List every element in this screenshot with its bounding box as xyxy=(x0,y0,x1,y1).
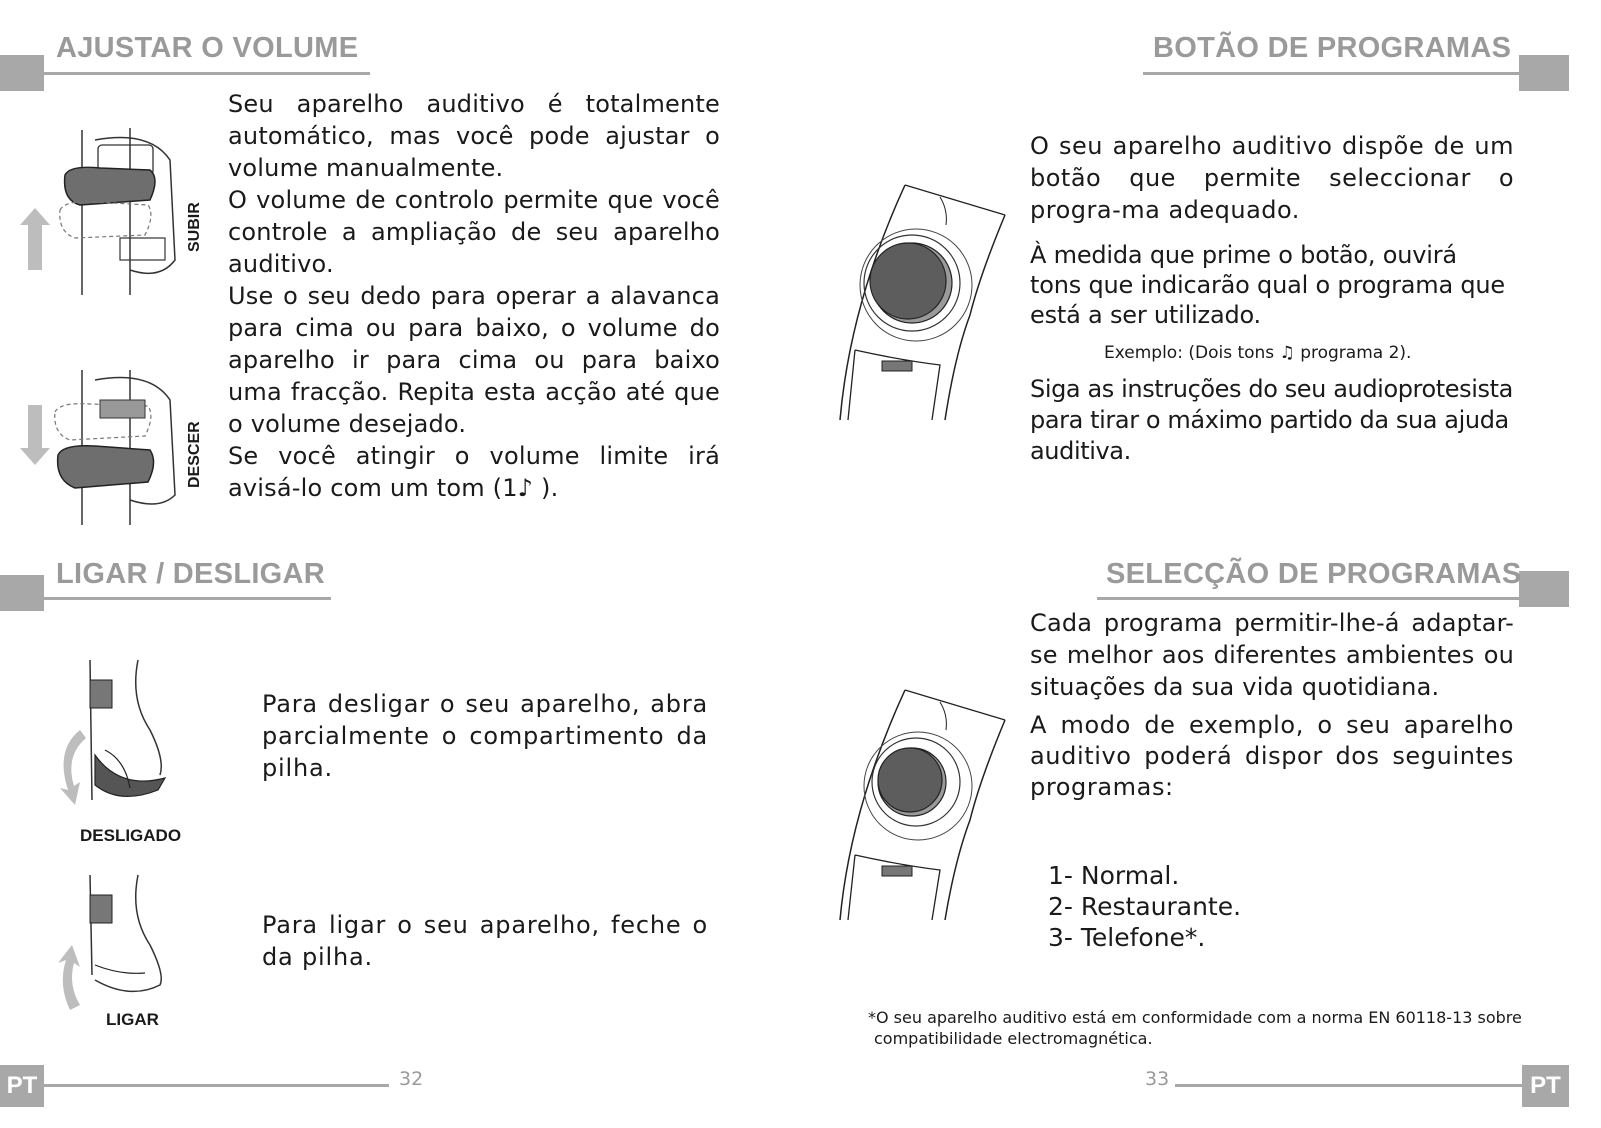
label-descer: DESCER xyxy=(186,421,203,488)
section-title-button: BOTÃO DE PROGRAMAS xyxy=(1153,32,1512,64)
list-item: 3- Telefone*. xyxy=(1048,923,1206,952)
arrow-down-icon xyxy=(20,405,50,465)
volume-down-illustration xyxy=(20,370,190,530)
program-list xyxy=(1048,860,1241,953)
label-desligado: DESLIGADO xyxy=(80,826,182,845)
power-off-text: Para desligar o seu aparelho, abra parcialmente o compartimento da pilha. xyxy=(262,690,708,782)
section-title-power: LIGAR / DESLIGAR xyxy=(56,558,326,590)
button-example: Exemplo: (Dois tons ♫ programa 2). xyxy=(1104,343,1412,363)
power-off-illustration xyxy=(50,660,200,810)
section-title-volume: AJUSTAR O VOLUME xyxy=(56,32,359,64)
power-on-text: Para ligar o seu aparelho, feche o da pilha. xyxy=(262,911,708,971)
section-marker-volume xyxy=(0,55,44,91)
power-on-illustration xyxy=(50,875,200,1015)
volume-paragraph-1: Seu aparelho auditivo é totalmente automático, mas você pode ajustar o volume manualmente. xyxy=(228,90,720,182)
footnote-line-1: *O seu aparelho auditivo está em conformidade com a norma EN 60118-13 sobre xyxy=(868,1008,1522,1027)
label-ligar: LIGAR xyxy=(106,1010,159,1029)
list-item: 1- Normal. xyxy=(1048,861,1180,890)
title-underline-selection xyxy=(1097,597,1519,600)
arrow-up-icon xyxy=(20,208,50,270)
footer-rule-left xyxy=(44,1084,389,1087)
footnote-line-2: compatibilidade electromagnética. xyxy=(874,1029,1153,1048)
section-marker-power xyxy=(0,575,44,611)
language-tab-left: PT xyxy=(0,1065,44,1107)
program-selection-illustration xyxy=(840,690,1020,925)
language-tab-right: PT xyxy=(1522,1065,1569,1107)
curved-arrow-down-icon xyxy=(60,730,86,805)
title-underline-volume xyxy=(44,72,370,75)
volume-paragraph-2: O volume de controlo permite que você controle a ampliação de seu aparelho auditivo. xyxy=(228,186,720,278)
volume-paragraph-4: Se você atingir o volume limite irá avisá-lo com um tom (1♪ ). xyxy=(228,442,720,502)
button-paragraph-2: À medida que prime o botão, ouvirá tons que indicarão qual o programa que está a ser utilizado. xyxy=(1030,241,1506,329)
button-paragraph-1: O seu aparelho auditivo dispõe de um botão que permite seleccionar o progra-ma adequado. xyxy=(1030,132,1514,224)
label-subir: SUBIR xyxy=(186,202,203,252)
section-title-selection: SELECÇÃO DE PROGRAMAS xyxy=(1106,558,1522,590)
section-marker-selection xyxy=(1519,571,1569,607)
volume-up-illustration xyxy=(20,120,190,300)
page-number-left: 32 xyxy=(399,1068,424,1090)
title-underline-button xyxy=(1143,72,1519,75)
button-paragraph-3: Siga as instruções do seu audioprotesista para tirar o máximo partido da sua ajuda auditiva. xyxy=(1030,375,1513,465)
title-underline-power xyxy=(44,597,331,600)
volume-paragraph-3: Use o seu dedo para operar a alavanca para cima ou para baixo, o volume do aparelho ir para cima ou para baixo uma fracção. Repita esta acção até que o volume desejado. xyxy=(228,282,720,438)
selection-paragraph-1: Cada programa permitir-lhe-á adaptar-se melhor aos diferentes ambientes ou situações da sua vida quotidiana. xyxy=(1030,609,1514,701)
section-marker-button xyxy=(1519,55,1569,91)
list-item: 2- Restaurante. xyxy=(1048,892,1242,921)
page-number-right: 33 xyxy=(1145,1068,1170,1090)
selection-paragraph-2: A modo de exemplo, o seu aparelho auditivo poderá dispor dos seguintes programas: xyxy=(1030,711,1514,801)
curved-arrow-up-icon xyxy=(58,945,80,1010)
footer-rule-right xyxy=(1175,1084,1522,1087)
program-button-illustration xyxy=(840,185,1020,425)
volume-text xyxy=(228,88,720,504)
